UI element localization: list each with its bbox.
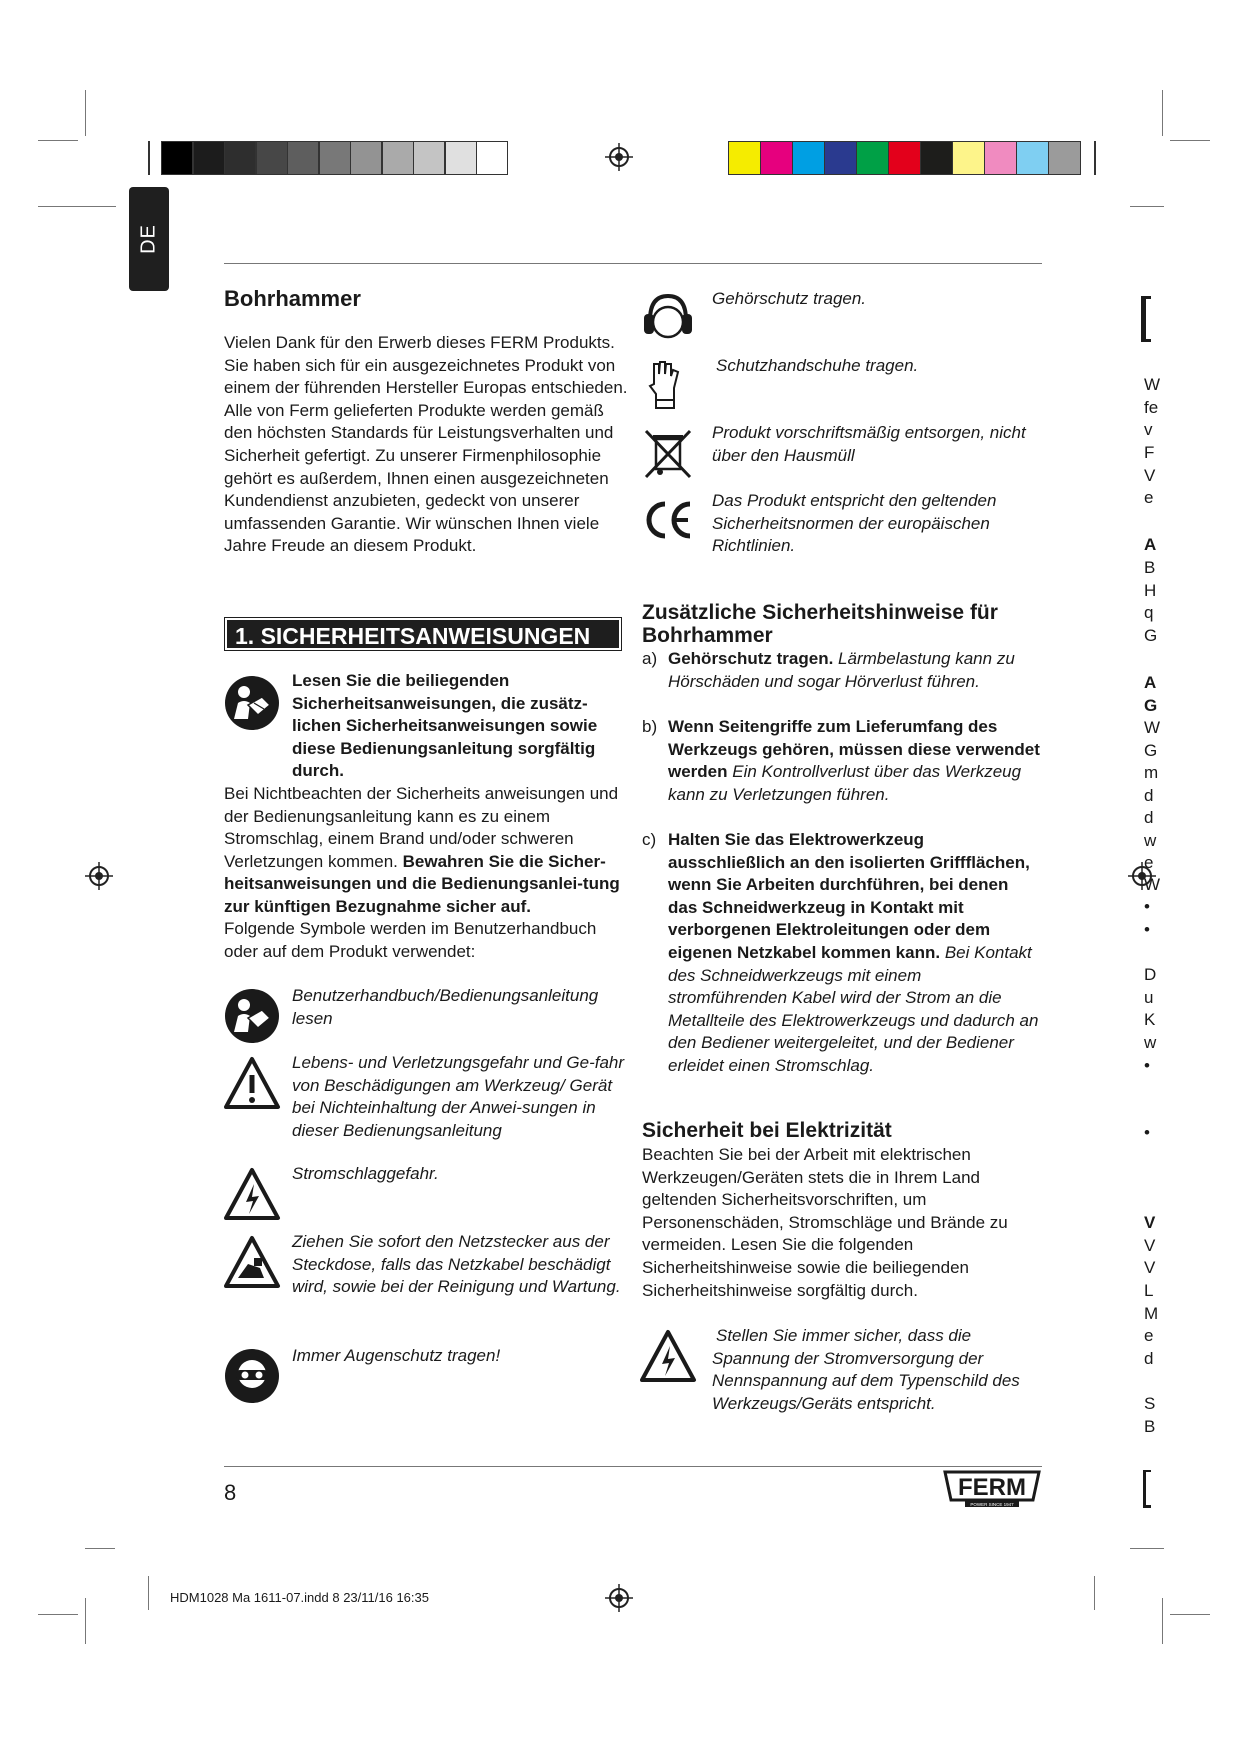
edge-fragment: S (1144, 1394, 1156, 1413)
item-bold: Gehörschutz tragen. (668, 649, 834, 668)
edge-fragment: • (1144, 920, 1150, 939)
edge-fragment: v (1144, 420, 1153, 439)
section-heading: 1. SICHERHEITSANWEISUNGEN (225, 618, 621, 650)
warning-icon (224, 1055, 280, 1111)
ce-mark-icon (640, 492, 696, 548)
electric-shock-icon (640, 1328, 696, 1384)
process-swatch (1016, 141, 1049, 175)
gray-swatch (350, 141, 382, 175)
edge-fragment: m (1144, 763, 1159, 782)
edge-fragment: L (1144, 1281, 1154, 1300)
symbol-text: Immer Augenschutz tragen! (292, 1346, 501, 1365)
crop-mark (1130, 206, 1164, 207)
item-italic: Lärmbelastung kann zu Hörschäden und sogar Hörverlust führen. (668, 649, 1015, 691)
gray-swatch (287, 141, 319, 175)
book-icon (224, 988, 280, 1044)
logo-tagline: POWER SINCE 1947 (970, 1502, 1014, 1507)
unplug-icon (224, 1234, 280, 1290)
read-normal-text: Bei Nichtbeachten der Sicherheits anweisungen und der Bedienungsanleitung kann es zu einem Stromschlag, einem Brand und/oder schweren Verletzungen kommen. (224, 783, 619, 871)
ferm-logo-icon (943, 1470, 1041, 1508)
edge-fragment: M (1144, 1304, 1159, 1323)
process-swatch (984, 141, 1017, 175)
process-swatch (824, 141, 857, 175)
voltage-text: Stellen Sie immer sicher, dass die Spannung der Stromversorgung der Nennspannung auf dem Typenschild des Werkzeugs/Geräts entspricht. (712, 1326, 1020, 1413)
footer-rule (224, 1466, 1042, 1467)
symbol-text: Schutzhandschuhe tragen. (716, 356, 919, 375)
edge-fragment: K (1144, 1010, 1156, 1029)
edge-fragment: • (1144, 897, 1150, 916)
item-bold: Halten Sie das Elektrowerkzeug ausschließlich an den isolierten Griffflächen, wenn Sie Arbeiten durchführen, bei denen das Schneidwerkzeug in Kontakt mit verborgenen Elektroleitungen oder dem eigenen Netzkabel kommen kann. (668, 830, 1030, 962)
process-swatch (920, 141, 953, 175)
symbol-text: Das Produkt entspricht den geltenden Sicherheitsnormen der europäischen Richtlinien. (712, 491, 997, 556)
edge-fragment: V (1144, 1213, 1156, 1232)
language-tab (129, 187, 169, 291)
page-number: 8 (224, 1480, 237, 1505)
edge-fragment: V (1144, 1258, 1156, 1277)
edge-fragment: fe (1144, 398, 1159, 417)
process-swatch (1048, 141, 1081, 175)
intro-paragraph: Vielen Dank für den Erwerb dieses FERM Produkts. Sie haben sich für ein ausgezeichnetes Produkt von einem der führenden Hersteller Europas entschieden. Alle von Ferm gelieferten Produkte werden gemäß den höchsten Standards für Leistungsverhalten und Sicherheit gefertigt. Zu unserer Firmenphilosophie gehört es außerdem, Ihnen einen ausgezeichneten Kundendienst anzubieten, gedeckt von unserer umfassenden Garantie. Wir wünschen Ihnen viele Jahre Freude an diesem Produkt. (224, 333, 628, 556)
symbol-text: Lebens- und Verletzungsgefahr und Ge-fahr von Beschädigungen am Werkzeug/ Gerät bei Nichteinhaltung der Anwei-sungen in dieser Bedienungsanleitung (292, 1053, 625, 1140)
next-page-bracket (1141, 296, 1151, 342)
gray-swatch (319, 141, 351, 175)
crop-mark (1094, 1576, 1095, 1610)
process-swatch (760, 141, 793, 175)
page-title: Bohrhammer (224, 286, 361, 311)
edge-fragment: G (1144, 741, 1158, 760)
edge-fragment: W (1144, 875, 1161, 894)
symbol-text: Stromschlaggefahr. (292, 1164, 439, 1183)
edge-fragment: H (1144, 581, 1157, 600)
crop-mark (148, 141, 150, 175)
crop-mark (85, 1598, 86, 1644)
gray-swatch (161, 141, 193, 175)
extra-item-c (642, 829, 1042, 1078)
gray-swatch (476, 141, 508, 175)
gray-swatch (256, 141, 288, 175)
gloves-icon (640, 358, 696, 414)
extra-safety-heading: Zusätzliche Sicherheitshinweise für Bohrhammer (642, 601, 998, 647)
item-letter: a) (642, 649, 658, 668)
symbol-text: Benutzerhandbuch/Bedienungsanleitung lesen (292, 986, 599, 1028)
crop-mark (85, 1548, 115, 1549)
edge-fragment: B (1144, 1417, 1156, 1436)
edge-fragment: q (1144, 603, 1154, 622)
extra-item-b (642, 716, 1042, 806)
wheelie-bin-icon (640, 425, 696, 481)
edge-fragment: d (1144, 786, 1154, 805)
symbol-text: Gehörschutz tragen. (712, 289, 867, 308)
edge-fragment: w (1144, 831, 1157, 850)
crop-mark (1094, 141, 1096, 175)
symbol-text: Ziehen Sie sofort den Netzstecker aus der Steckdose, falls das Netzkabel beschädigt wird, sowie bei der Reinigung und Wartung. (292, 1232, 621, 1297)
crop-mark (38, 1614, 78, 1615)
crop-mark (1170, 140, 1210, 141)
gray-swatch (382, 141, 414, 175)
extra-item-a (642, 648, 1042, 693)
edge-fragment: d (1144, 1349, 1154, 1368)
crop-mark (38, 140, 78, 141)
edge-fragment: F (1144, 443, 1155, 462)
edge-fragment: W (1144, 375, 1161, 394)
edge-fragment: A (1144, 535, 1157, 554)
ear-protection-icon (640, 290, 696, 346)
electric-shock-icon (224, 1166, 280, 1222)
crop-mark (38, 206, 116, 207)
edge-fragment: w (1144, 1033, 1157, 1052)
edge-fragment: V (1144, 466, 1156, 485)
gray-swatch (224, 141, 256, 175)
process-swatch (888, 141, 921, 175)
read-bold-text-2: Bewahren Sie die Sicher-heitsanweisungen und die Bedienungsanlei-tung zur künftigen Bezugnahme sicher auf. (224, 851, 620, 916)
edge-fragment: • (1144, 1056, 1150, 1075)
process-swatch (792, 141, 825, 175)
edge-fragment: u (1144, 988, 1154, 1007)
registration-mark-icon (605, 143, 633, 171)
electricity-heading: Sicherheit bei Elektrizität (642, 1119, 892, 1142)
edge-fragment: e (1144, 853, 1154, 872)
edge-fragment: • (1144, 1123, 1150, 1142)
item-italic: Ein Kontrollverlust über das Werkzeug kann zu Verletzungen führen. (668, 762, 1022, 804)
edge-fragment: V (1144, 1236, 1156, 1255)
item-italic: Bei Kontakt des Schneidwerkzeugs mit einem stromführenden Kabel wird der Strom an die Metallteile des Elektrowerkzeugs und dadurch an den Bediener weitergeleitet, und der Bediener erleidet einen Stromschlag. (668, 942, 1039, 1075)
gray-swatch (445, 141, 477, 175)
edge-fragment: e (1144, 1326, 1154, 1345)
symbol-text: Produkt vorschriftsmäßig entsorgen, nicht über den Hausmüll (712, 423, 1026, 465)
registration-mark-icon (85, 862, 113, 890)
crop-mark (85, 90, 86, 136)
symbols-intro: Folgende Symbole werden im Benutzerhandbuch oder auf dem Produkt verwendet: (224, 919, 597, 961)
edge-fragment: d (1144, 808, 1154, 827)
language-label: DE (137, 224, 160, 254)
gray-swatch (413, 141, 445, 175)
edge-fragment: D (1144, 965, 1157, 984)
read-instructions (224, 670, 629, 919)
crop-mark (1162, 1598, 1163, 1644)
electricity-text: Beachten Sie bei der Arbeit mit elektrischen Werkzeugen/Geräten stets die in Ihrem Land geltenden Sicherheitsvorschriften, um Personenschäden, Stromschläge und Brände zu vermeiden. Lesen Sie die folgenden Sicherheitshinweise sowie die beiliegenden Sicherheitshinweise sorgfältig durch. (642, 1145, 1008, 1300)
crop-mark (1130, 1548, 1164, 1549)
registration-mark-icon (605, 1584, 633, 1612)
item-letter: b) (642, 717, 658, 736)
process-swatch (728, 141, 761, 175)
next-page-bracket (1143, 1470, 1151, 1508)
item-letter: c) (642, 830, 657, 849)
edge-fragment: W (1144, 718, 1161, 737)
eye-protection-icon (224, 1348, 280, 1404)
print-slug: HDM1028 Ma 1611-07.indd 8 23/11/16 16:35 (170, 1590, 429, 1605)
process-swatch (856, 141, 889, 175)
edge-fragment: G (1144, 696, 1158, 715)
edge-fragment: A (1144, 673, 1157, 692)
read-bold-text: Lesen Sie die beiliegenden Sicherheitsanweisungen, die zusätz-lichen Sicherheitsanweisungen sowie diese Bedienungsanleitung sorgfältig durch. (292, 671, 598, 781)
gray-swatch (193, 141, 225, 175)
edge-fragment: G (1144, 626, 1158, 645)
item-bold: Wenn Seitengriffe zum Lieferumfang des Werkzeugs gehören, müssen diese verwendet werden (668, 717, 1040, 782)
crop-mark (1170, 1614, 1210, 1615)
crop-mark (148, 1576, 149, 1610)
edge-fragment: e (1144, 488, 1154, 507)
header-rule (224, 263, 1042, 264)
process-swatch (952, 141, 985, 175)
ferm-logo (943, 1470, 1041, 1508)
edge-fragment: B (1144, 558, 1156, 577)
crop-mark (1162, 90, 1163, 136)
logo-text: FERM (958, 1474, 1026, 1501)
